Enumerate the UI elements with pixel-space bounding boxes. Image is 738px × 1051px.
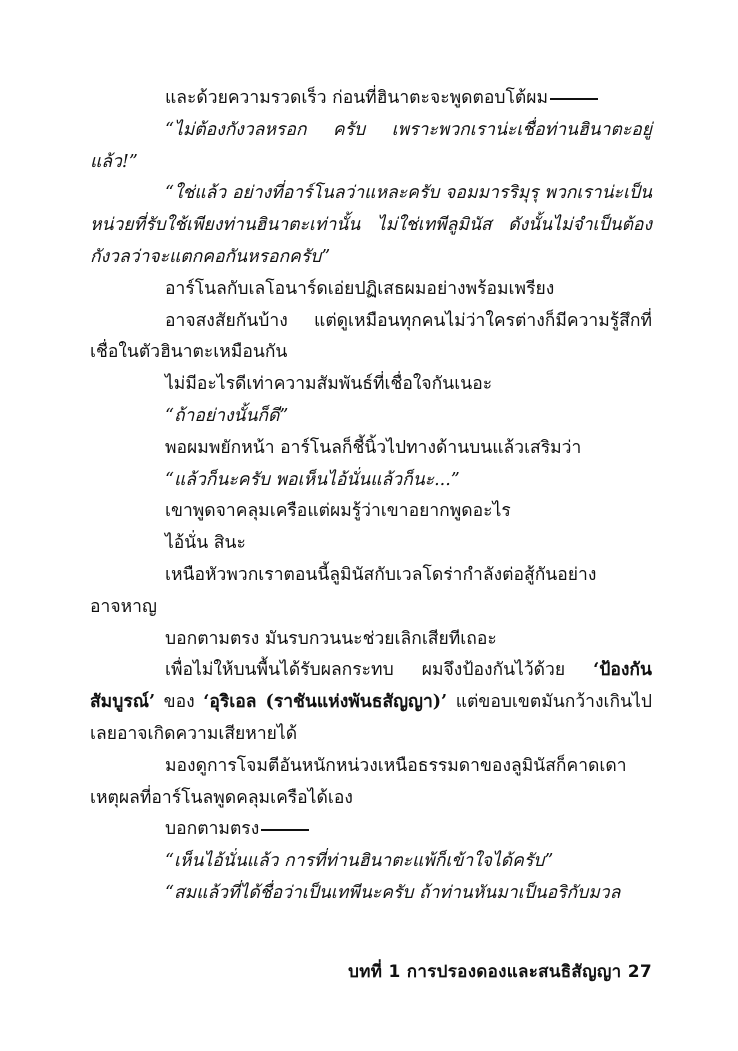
text-run: “เห็นไอ้นั่นแล้ว การที่ท่านฮินาตะแพ้ก็เข้าใจได้ครับ” [165, 851, 554, 872]
body-text [90, 83, 652, 910]
text-run: และด้วยความรวดเร็ว ก่อนที่ฮินาตะจะพูดตอบโต้ผม [165, 88, 549, 108]
em-dash-line [550, 98, 598, 100]
paragraph [90, 878, 652, 910]
bold-term: ‘ป้องกันสัมบูรณ์’ [90, 660, 652, 713]
text-run: ของ [155, 692, 204, 713]
text-run: มองดูการโจมตีอันหนักหน่วงเหนือธรรมดาของลูมินัสก็คาดเดาเหตุผลที่อาร์โนลพูดคลุมเครือได้เอง [90, 755, 627, 808]
text-run: เหนือหัวพวกเราตอนนี้ลูมินัสกับเวลโดร่ากำลังต่อสู้กันอย่างอาจหาญ [90, 564, 597, 617]
text-run: “ใช่แล้ว อย่างที่อาร์โนลว่าแหละครับ จอมมารริมุรุ พวกเราน่ะเป็นหน่วยที่รับใช้เพียงท่านฮินาตะเท่านั้น ไม่ใช่เทพีลูมินัส ดังนั้นไม่จำเป็นต้องกังวลว่าจะแตกคอกันหรอกครับ” [90, 183, 652, 267]
paragraph [90, 751, 652, 815]
text-run: “ไม่ต้องกังวลหรอก ครับ เพราะพวกเราน่ะเชื่อท่านฮินาตะอยู่แล้ว!” [90, 119, 652, 172]
paragraph [90, 496, 652, 528]
text-run: เขาพูดจาคลุมเครือแต่ผมรู้ว่าเขาอยากพูดอะไร [165, 501, 511, 522]
text-run: อาจสงสัยกันบ้าง แต่ดูเหมือนทุกคนไม่ว่าใครต่างก็มีความรู้สึกที่เชื่อในตัวฮินาตะเหมือนกัน [90, 310, 652, 363]
text-run: “สมแล้วที่ได้ชื่อว่าเป็นเทพีนะครับ ถ้าท่านหันมาเป็นอริกับมวล [165, 882, 621, 903]
paragraph [90, 83, 652, 115]
paragraph [90, 115, 652, 179]
paragraph [90, 433, 652, 465]
paragraph [90, 846, 652, 878]
text-run: ไม่มีอะไรดีเท่าความสัมพันธ์ที่เชื่อใจกันเนอะ [165, 374, 493, 395]
paragraph [90, 528, 652, 560]
text-run: บอกตามตรง [165, 819, 260, 840]
text-run: อาร์โนลกับเลโอนาร์ดเอ่ยปฏิเสธผมอย่างพร้อมเพรียง [165, 278, 555, 299]
page-footer: บทที่ 1 การปรองดองและสนธิสัญญา 27 [348, 962, 652, 982]
text-run: เพื่อไม่ให้บนพื้นได้รับผลกระทบ ผมจึงป้องกันไว้ด้วย [165, 660, 594, 681]
paragraph [90, 306, 652, 370]
text-run: พอผมพยักหน้า อาร์โนลก็ชี้นิ้วไปทางด้านบนแล้วเสริมว่า [165, 437, 582, 458]
bold-term: ‘อุริเอล (ราชันแห่งพันธสัญญา)’ [203, 692, 448, 713]
paragraph [90, 401, 652, 433]
paragraph [90, 178, 652, 273]
text-run: ไอ้นั่น สินะ [165, 533, 246, 554]
text-run: แต่ขอบเขตมันกว้างเกินไปเลยอาจเกิดความเสียหายได้ [90, 692, 652, 744]
paragraph [90, 369, 652, 401]
text-run: “ถ้าอย่างนั้นก็ดี” [165, 405, 289, 426]
em-dash-line [261, 829, 309, 831]
paragraph [90, 560, 652, 624]
text-run: บอกตามตรง มันรบกวนนะช่วยเลิกเสียทีเถอะ [165, 628, 497, 649]
text-run: “แล้วก็นะครับ พอเห็นไอ้นั่นแล้วก็นะ...” [165, 469, 460, 490]
paragraph [90, 624, 652, 656]
paragraph [90, 655, 652, 750]
paragraph [90, 465, 652, 497]
paragraph [90, 814, 652, 846]
paragraph [90, 274, 652, 306]
